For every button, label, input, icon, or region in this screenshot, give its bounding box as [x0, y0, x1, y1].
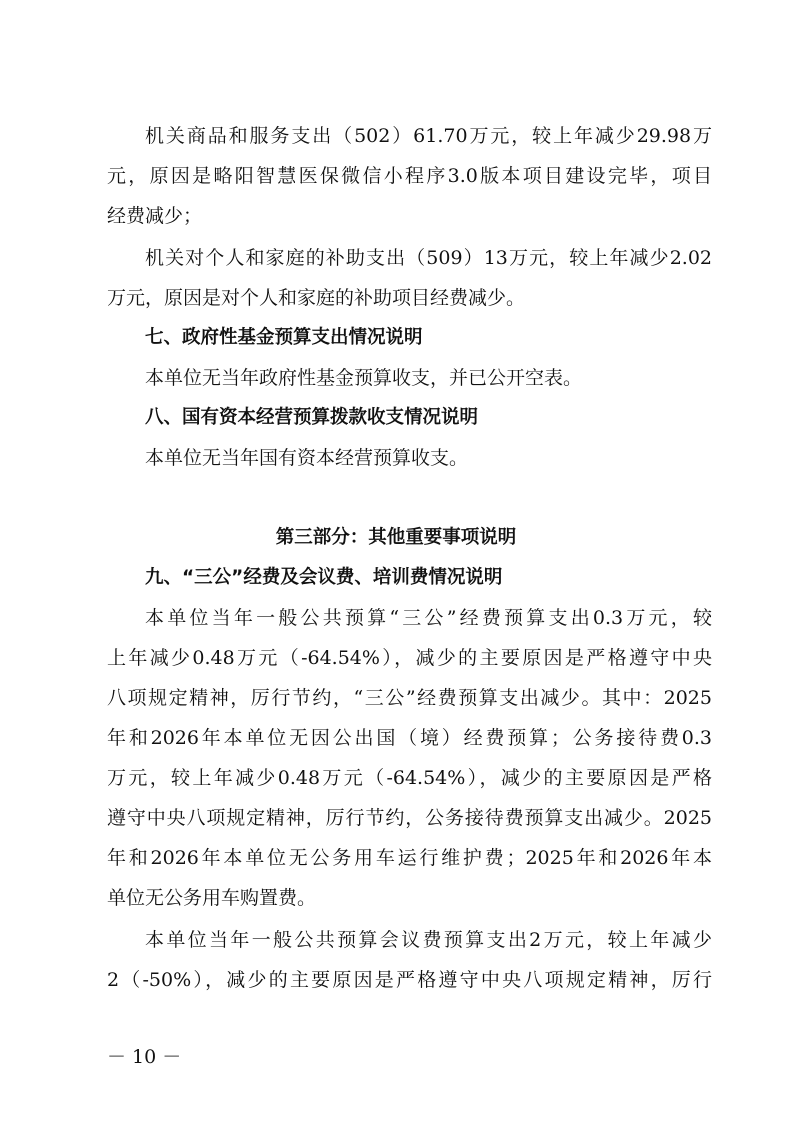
section-heading-9: 九、“三公”经费及会议费、培训费情况说明 [145, 567, 503, 588]
body-text-line: 上年减少0.48万元（-64.54%），减少的主要原因是严格遵守中央 [107, 647, 712, 669]
body-text-line: 本单位当年一般公共预算“三公”经费预算支出0.3万元，较 [145, 607, 712, 629]
body-text-line: 遵守中央八项规定精神，厉行节约，公务接待费预算支出减少。2025 [107, 807, 712, 829]
body-text-line: 年和2026年本单位无公务用车运行维护费；2025年和2026年本 [107, 847, 712, 869]
body-text-line: 本单位无当年政府性基金预算收支，并已公开空表。 [145, 367, 583, 389]
body-text-line: 万元，较上年减少0.48万元（-64.54%），减少的主要原因是严格 [107, 767, 712, 789]
body-text-line: 2（-50%），减少的主要原因是严格遵守中央八项规定精神，厉行 [107, 969, 712, 991]
body-text-line: 元，原因是略阳智慧医保微信小程序3.0版本项目建设完毕，项目 [107, 165, 712, 187]
part-heading: 第三部分：其他重要事项说明 [275, 527, 517, 548]
section-heading-8: 八、国有资本经营预算拨款收支情况说明 [145, 407, 479, 428]
body-text-line: 单位无公务用车购置费。 [107, 887, 317, 909]
page-number: － 10 － [107, 1046, 182, 1068]
body-text-line: 经费减少； [107, 205, 203, 227]
body-text-line: 万元，原因是对个人和家庭的补助项目经费减少。 [107, 287, 526, 309]
body-text-line: 八项规定精神，厉行节约，“三公”经费预算支出减少。其中：2025 [107, 687, 712, 709]
body-text-line: 机关对个人和家庭的补助支出（509）13万元，较上年减少2.02 [145, 247, 712, 269]
body-text-line: 年和2026年本单位无因公出国（境）经费预算；公务接待费0.3 [107, 727, 712, 749]
body-text-line: 本单位无当年国有资本经营预算收支。 [145, 447, 469, 469]
body-text-line: 机关商品和服务支出（502）61.70万元，较上年减少29.98万 [145, 125, 712, 147]
body-text-line: 本单位当年一般公共预算会议费预算支出2万元，较上年减少 [145, 929, 712, 951]
section-heading-7: 七、政府性基金预算支出情况说明 [145, 327, 423, 348]
